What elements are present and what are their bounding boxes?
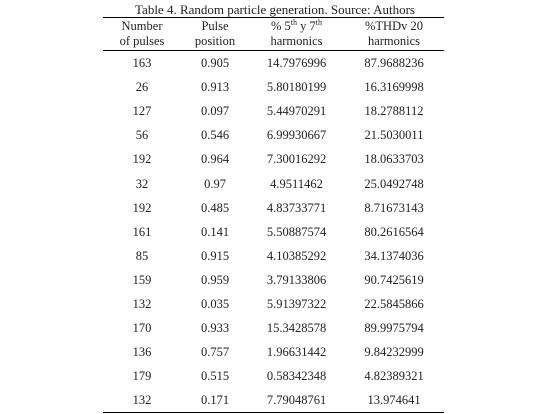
cell-pulse-position: 0.035 bbox=[200, 296, 230, 311]
table-header-row bbox=[103, 18, 444, 51]
cell-thdv-20-harmonics: 80.2616564 bbox=[364, 224, 424, 239]
cell-pulse-position: 0.959 bbox=[200, 272, 230, 287]
cell-pulse-position: 0.97 bbox=[204, 176, 226, 191]
table-row bbox=[103, 123, 444, 147]
cell-5th-7th-harmonics: 4.83733771 bbox=[266, 200, 327, 215]
cell-thdv-20-harmonics: 87.9688236 bbox=[364, 56, 424, 71]
table-row bbox=[103, 292, 444, 316]
cell-number-of-pulses: 179 bbox=[132, 369, 152, 384]
cell-number-of-pulses: 56 bbox=[135, 128, 149, 143]
table-row bbox=[103, 388, 444, 413]
cell-5th-7th-harmonics: 3.79133806 bbox=[266, 272, 327, 287]
particle-generation-table bbox=[103, 17, 444, 413]
cell-number-of-pulses: 136 bbox=[132, 345, 152, 360]
table-row bbox=[103, 51, 444, 76]
cell-thdv-20-harmonics: 90.7425619 bbox=[364, 272, 424, 287]
table-row bbox=[103, 268, 444, 292]
cell-thdv-20-harmonics: 34.1374036 bbox=[364, 248, 424, 263]
cell-5th-7th-harmonics: 7.79048761 bbox=[249, 388, 344, 413]
cell-number-of-pulses: 192 bbox=[132, 152, 152, 167]
cell-5th-7th-harmonics: 7.30016292 bbox=[266, 152, 327, 167]
table-row bbox=[103, 99, 444, 123]
cell-5th-7th-harmonics: 0.58342348 bbox=[266, 369, 327, 384]
header-pulse-position: Pulse position bbox=[181, 18, 249, 51]
table-row bbox=[103, 244, 444, 268]
cell-thdv-20-harmonics: 18.0633703 bbox=[364, 152, 424, 167]
cell-thdv-20-harmonics: 16.3169998 bbox=[364, 80, 424, 95]
table-row bbox=[103, 171, 444, 195]
cell-number-of-pulses: 159 bbox=[132, 272, 152, 287]
cell-thdv-20-harmonics: 22.5845866 bbox=[364, 296, 424, 311]
table-row bbox=[103, 196, 444, 220]
cell-number-of-pulses: 132 bbox=[132, 296, 152, 311]
cell-5th-7th-harmonics: 15.3428578 bbox=[266, 321, 327, 336]
header-thdv-20-harmonics: %THDv 20 harmonics bbox=[344, 18, 444, 51]
cell-pulse-position: 0.933 bbox=[200, 321, 230, 336]
cell-thdv-20-harmonics: 9.84232999 bbox=[364, 345, 424, 360]
cell-pulse-position: 0.757 bbox=[200, 345, 230, 360]
cell-number-of-pulses: 192 bbox=[132, 200, 152, 215]
header-number-of-pulses: Number of pulses bbox=[103, 18, 181, 51]
cell-number-of-pulses: 127 bbox=[132, 104, 152, 119]
cell-number-of-pulses: 163 bbox=[132, 56, 152, 71]
cell-5th-7th-harmonics: 5.44970291 bbox=[266, 104, 327, 119]
cell-number-of-pulses: 85 bbox=[135, 248, 149, 263]
cell-5th-7th-harmonics: 5.80180199 bbox=[266, 80, 327, 95]
cell-5th-7th-harmonics: 5.91397322 bbox=[266, 296, 327, 311]
cell-5th-7th-harmonics: 4.10385292 bbox=[266, 248, 327, 263]
cell-5th-7th-harmonics: 4.9511462 bbox=[270, 176, 323, 191]
cell-pulse-position: 0.097 bbox=[200, 104, 230, 119]
cell-thdv-20-harmonics: 18.2788112 bbox=[364, 104, 424, 119]
table-row bbox=[103, 340, 444, 364]
cell-thdv-20-harmonics: 4.82389321 bbox=[364, 369, 424, 384]
cell-pulse-position: 0.485 bbox=[200, 200, 230, 215]
cell-thdv-20-harmonics: 8.71673143 bbox=[364, 200, 424, 215]
cell-thdv-20-harmonics: 25.0492748 bbox=[364, 176, 424, 191]
cell-5th-7th-harmonics: 14.7976996 bbox=[266, 56, 327, 71]
cell-number-of-pulses: 26 bbox=[135, 80, 149, 95]
cell-thdv-20-harmonics: 21.5030011 bbox=[364, 128, 424, 143]
cell-number-of-pulses: 32 bbox=[135, 176, 149, 191]
table-body bbox=[103, 51, 444, 413]
cell-pulse-position: 0.905 bbox=[200, 56, 230, 71]
cell-pulse-position: 0.546 bbox=[200, 128, 230, 143]
cell-pulse-position: 0.171 bbox=[181, 388, 249, 413]
header-5th-7th-harmonics: % 5th y 7th harmonics bbox=[249, 18, 344, 51]
cell-number-of-pulses: 132 bbox=[103, 388, 181, 413]
cell-5th-7th-harmonics: 6.99930667 bbox=[266, 128, 327, 143]
cell-5th-7th-harmonics: 5.50887574 bbox=[266, 224, 327, 239]
table-caption: Table 4. Random particle generation. Source: Authors bbox=[135, 2, 415, 17]
cell-number-of-pulses: 170 bbox=[132, 321, 152, 336]
cell-pulse-position: 0.964 bbox=[200, 152, 230, 167]
table-row bbox=[103, 316, 444, 340]
cell-thdv-20-harmonics: 13.974641 bbox=[344, 388, 444, 413]
cell-thdv-20-harmonics: 89.9975794 bbox=[364, 321, 424, 336]
cell-pulse-position: 0.913 bbox=[200, 80, 230, 95]
table-row bbox=[103, 147, 444, 171]
cell-number-of-pulses: 161 bbox=[132, 224, 152, 239]
cell-pulse-position: 0.515 bbox=[200, 369, 230, 384]
cell-pulse-position: 0.141 bbox=[200, 224, 230, 239]
table-row bbox=[103, 75, 444, 99]
table-row bbox=[103, 220, 444, 244]
cell-pulse-position: 0.915 bbox=[200, 248, 230, 263]
cell-5th-7th-harmonics: 1.96631442 bbox=[266, 345, 327, 360]
table-row bbox=[103, 364, 444, 388]
